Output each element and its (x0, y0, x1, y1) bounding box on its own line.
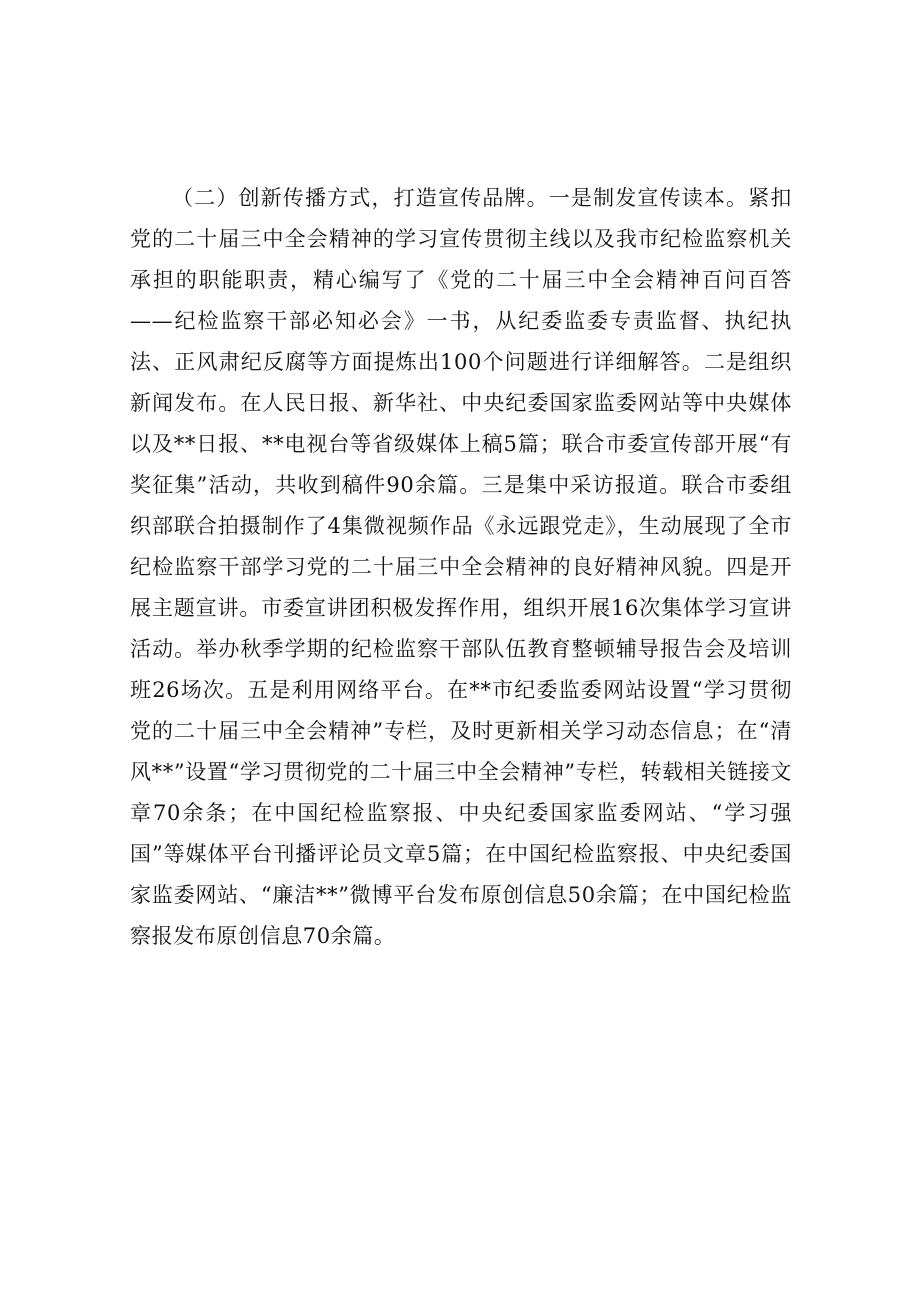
body-paragraph: （二）创新传播方式，打造宣传品牌。一是制发宣传读本。紧扣党的二十届三中全会精神的学习宣传贯彻主线以及我市纪检监察机关承担的职能职责，精心编写了《党的二十届三中全会精神百问百答——纪检监察干部必知必会》一书，从纪委监委专责监督、执纪执法、正风肃纪反腐等方面提炼出100个问题进行详细解答。二是组织新闻发布。在人民日报、新华社、中央纪委国家监委网站等中央媒体以及**日报、**电视台等省级媒体上稿5篇；联合市委宣传部开展“有奖征集”活动，共收到稿件90余篇。三是集中采访报道。联合市委组织部联合拍摄制作了4集微视频作品《永远跟党走》，生动展现了全市纪检监察干部学习党的二十届三中全会精神的良好精神风貌。四是开展主题宣讲。市委宣讲团积极发挥作用，组织开展16次集体学习宣讲活动。举办秋季学期的纪检监察干部队伍教育整顿辅导报告会及培训班26场次。五是利用网络平台。在**市纪委监委网站设置“学习贯彻党的二十届三中全会精神”专栏，及时更新相关学习动态信息；在“清风**”设置“学习贯彻党的二十届三中全会精神”专栏，转载相关链接文章70余条；在中国纪检监察报、中央纪委国家监委网站、“学习强国”等媒体平台刊播评论员文章5篇；在中国纪检监察报、中央纪委国家监委网站、“廉洁**”微博平台发布原创信息50余篇；在中国纪检监察报发布原创信息70余篇。 (130, 186, 792, 948)
document-body (130, 178, 792, 957)
